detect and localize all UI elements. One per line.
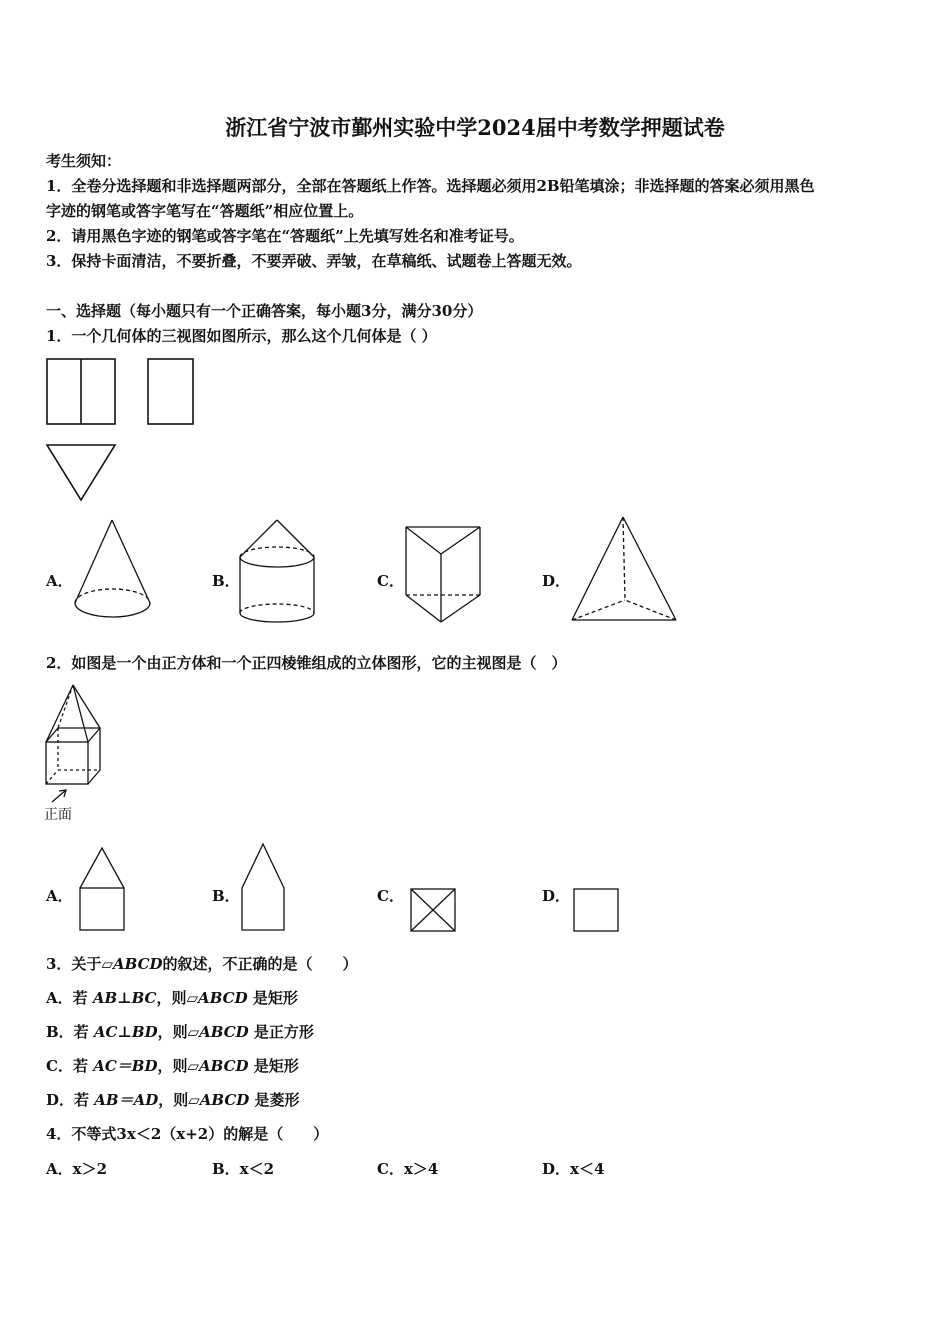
q3-stem: 3．关于▱ABCD的叙述，不正确的是（ ）	[46, 955, 358, 973]
top-view-triangle	[47, 445, 115, 500]
q2-option-c-label[interactable]: C．	[377, 887, 404, 905]
q4-option-c[interactable]: C．x＞4	[377, 1160, 439, 1178]
q2-option-b-figure[interactable]	[236, 838, 292, 936]
q2-option-d-label[interactable]: D．	[542, 887, 571, 905]
q1-option-a-label[interactable]: A．	[46, 572, 73, 590]
q1-option-a-cone[interactable]	[70, 515, 160, 625]
side-view-rect	[148, 359, 193, 424]
q2-option-c-figure[interactable]	[405, 883, 460, 938]
q1-stem: 1．一个几何体的三视图如图所示，那么这个几何体是（ ）	[46, 327, 437, 345]
q2-option-d-figure[interactable]	[568, 883, 623, 938]
q3-option-d[interactable]: D．若 AB＝AD，则▱ABCD 是菱形	[46, 1091, 300, 1109]
q1-three-views-figure	[40, 352, 210, 507]
front-view-label: 正面	[44, 807, 72, 823]
q1-option-d-label[interactable]: D．	[542, 572, 571, 590]
q3-option-b[interactable]: B．若 AC⊥BD，则▱ABCD 是正方形	[46, 1023, 314, 1041]
notice-line-1b: 字迹的钢笔或答字笔写在“答题纸”相应位置上。	[46, 202, 364, 220]
notice-heading: 考生须知：	[46, 152, 122, 170]
notice-line-1a: 1．全卷分选择题和非选择题两部分，全部在答题纸上作答。选择题必须用2B铅笔填涂；非选择题的答案必须用黑色	[46, 177, 815, 195]
q4-option-a[interactable]: A．x＞2	[46, 1160, 108, 1178]
q1-option-c-label[interactable]: C．	[377, 572, 404, 590]
q3-option-a[interactable]: A．若 AB⊥BC，则▱ABCD 是矩形	[46, 989, 298, 1007]
q4-stem: 4．不等式3x＜2（x+2）的解是（ ）	[46, 1125, 329, 1143]
q2-stem: 2．如图是一个由正方体和一个正四棱锥组成的立体图形，它的主视图是（ ）	[46, 654, 567, 672]
q1-option-d-pyramid[interactable]	[566, 512, 681, 627]
notice-line-2: 2．请用黑色字迹的钢笔或答字笔在“答题纸”上先填写姓名和准考证号。	[46, 227, 524, 245]
q4-option-d[interactable]: D．x＜4	[542, 1160, 605, 1178]
q4-option-b[interactable]: B．x＜2	[212, 1160, 275, 1178]
q1-option-b-label[interactable]: B．	[212, 572, 240, 590]
q1-option-c-prism[interactable]	[400, 520, 490, 630]
section-heading: 一、选择题（每小题只有一个正确答案，每小题3分，满分30分）	[46, 302, 483, 320]
q2-option-a-figure[interactable]	[74, 842, 130, 937]
q3-option-c[interactable]: C．若 AC＝BD，则▱ABCD 是矩形	[46, 1057, 299, 1075]
q2-option-b-label[interactable]: B．	[212, 887, 240, 905]
q2-option-a-label[interactable]: A．	[46, 887, 73, 905]
page-title: 浙江省宁波市鄞州实验中学2024届中考数学押题试卷	[225, 115, 725, 140]
q1-option-b-cone-cylinder[interactable]	[232, 515, 322, 630]
notice-line-3: 3．保持卡面清洁，不要折叠，不要弄破、弄皱，在草稿纸、试题卷上答题无效。	[46, 252, 582, 270]
